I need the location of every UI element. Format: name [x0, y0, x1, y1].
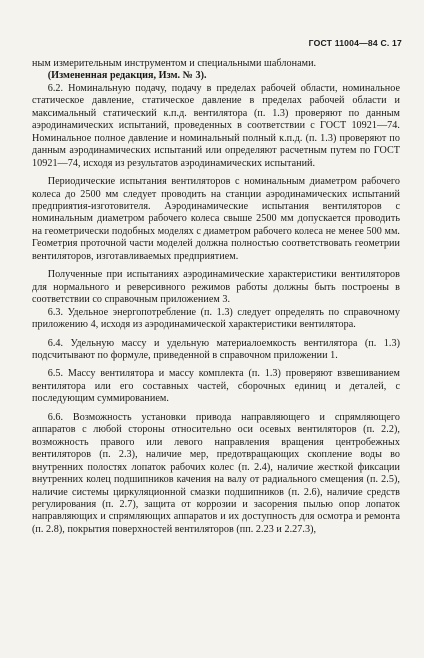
- revision-note: (Измененная редакция, Изм. № 3).: [47, 70, 207, 82]
- paragraph-6-4: 6.4. Удельную массу и удельную материалоемкость вентилятора (п. 1.3) подсчитывают по формуле, приведенной в справочном приложении 1.: [32, 337, 400, 361]
- paragraph-6-6: 6.6. Возможность установки привода направляющего и спрямляющего аппаратов с любой стороны относительно оси осевых вентиляторов (п. 2.2), возможность правого или левого направления вращения центробежных вентиляторов (п. 2.3), наличие мер, предотвращающих скопление воды во внутренних полостях лопаток рабочих колес (п. 2.4), наличие жесткой фиксации внутренних колец подшипников качения на валу от радиального смещения (п. 2.5), наличие системы циркуляционной смазки подшипников (п. 2.6), наличие средств регулирования (п. 2.7), защита от коррозии и засорения пылью опор лопаток направляющих и спрямляющих аппаратов и их доступность для осмотра и ремонта (п. 2.8), покрытия поверхностей вентиляторов (пп. 2.23 и 2.27.3),: [32, 411, 400, 535]
- paragraph-6-5: 6.5. Массу вентилятора и массу комплекта (п. 1.3) проверяют взвешиванием вентилятора или его составных частей, сборочных единиц и деталей, с последующим суммированием.: [32, 368, 400, 405]
- paragraph-characteristics: Полученные при испытаниях аэродинамические характеристики вентиляторов для нормального и реверсивного режимов работы должны быть построены в соответствии со справочным приложением 3.: [32, 269, 400, 306]
- page-header: ГОСТ 11004—84 С. 17: [308, 38, 402, 48]
- paragraph-6-2: 6.2. Номинальную подачу, подачу в пределах рабочей области, номинальное статическое давление, статическое давление в пределах рабочей области и максимальный статический к.п.д. вентилятора (п. 1.3) проверяют по данным аэродинамических испытаний, проведенных в соответствии с ГОСТ 10921—74. Номинальное полное давление и номинальный полный к.п.д. (п. 1.3) проверяют по данным аэродинамических испытаний или определяют расчетным путем по ГОСТ 10921—74, исходя из результатов аэродинамических испытаний.: [32, 82, 400, 169]
- paragraph-continuation: ным измерительным инструментом и специальными шаблонами.: [32, 58, 317, 69]
- paragraph-6-3: 6.3. Удельное энергопотребление (п. 1.3) следует определять по справочному приложению 4, исходя из аэродинамической характеристики вентилятора.: [32, 306, 400, 331]
- document-body: [32, 58, 400, 536]
- paragraph-periodic-tests: Периодические испытания вентиляторов с номинальным диаметром рабочего колеса до 2500 мм следует проводить на станции аэродинамических испытаний предприятия-изготовителя. Аэродинамические испытания вентиляторов с номинальным диаметром рабочего колеса свыше 2500 мм допускается проводить на геометрически подобных моделях с диаметром рабочего колеса не менее 500 мм. Геометрия проточной части моделей должна полностью соответствовать геометрии вентиляторов, изготавливаемых предприятием.: [32, 176, 400, 262]
